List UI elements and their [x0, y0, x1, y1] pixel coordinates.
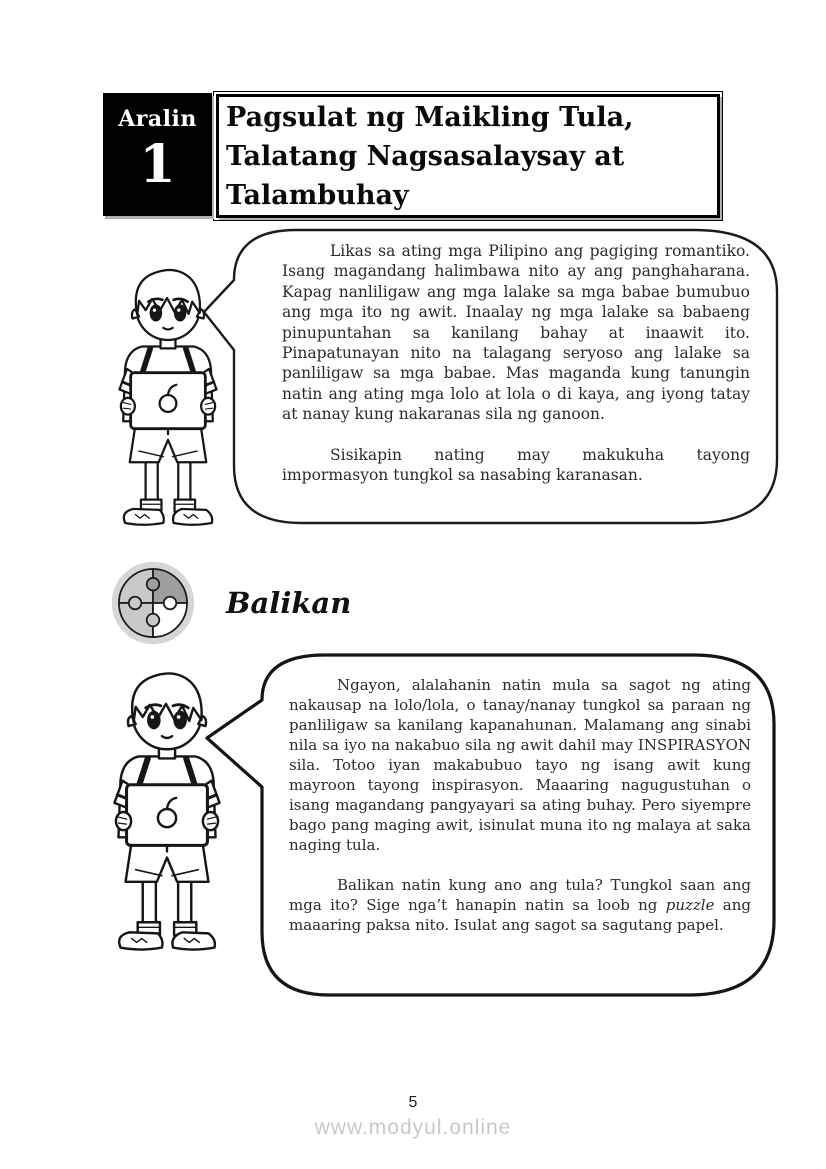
- bubble2-paragraph-2-text: Balikan natin kung ano ang tula? Tungkol saan ang mga ito? Sige nga’t hanapin natin sa loob ng: [289, 876, 751, 914]
- speech-bubble-1: [200, 228, 780, 526]
- lesson-number: 1: [139, 134, 176, 195]
- bubble2-puzzle-italic: puzzle: [665, 896, 715, 914]
- page-number: 5: [408, 1094, 418, 1111]
- watermark-url: www.modyul.online: [314, 1116, 512, 1139]
- lesson-title-line-3: Talambuhay: [226, 179, 409, 211]
- bubble2-paragraph-1: Ngayon, alalahanin natin mula sa sagot ng ating nakausap na lolo/lola, o tanay/nanay tungkol sa paraan ng panliligaw sa kanilang kapanahunan. Malamang ang sinabi nila sa iyo na nakabuo sila ng awit dahil may INSPIRASYON sila. Totoo iyan makabubuo tayo ng isang awit kung mayroon tayong inspirasyon. Maaaring nagugustuhan o isang magandang pangyayari sa ating buhay. Pero siyempre bago pang maging awit, isinulat muna ito ng malaya at saka naging tula.: [289, 676, 751, 854]
- speech-bubble-2-text: [289, 675, 751, 935]
- bubble2-paragraph-2-text-end: ang maaaring paksa nito. Isulat ang sagot sa sagutang papel.: [289, 896, 751, 934]
- bubble1-paragraph-1: Likas sa ating mga Pilipino ang pagiging romantiko. Isang magandang halimbawa nito ay ang panghaharana. Kapag nanliligaw ang mga lalake sa mga babae bumubuo ang mga ito ng awit. Inaalay ng mga lalake sa babaeng pinupuntahan sa kanilang bahay at inaawit ito. Pinapatunayan nito na talagang seryoso ang lalake sa panliligaw sa mga babae. Mas maganda kung tanungin natin ang ating mga lolo at lola o di kaya, ang iyong tatay at nanay kung nakaranas sila ng ganoon.: [282, 242, 750, 424]
- lesson-number-box: [103, 93, 212, 216]
- lesson-label: Aralin: [118, 106, 197, 132]
- lesson-title-line-2: Talatang Nagsasalaysay at: [226, 140, 625, 172]
- bubble1-paragraph-2: Sisikapin nating may makukuha tayong impormasyon tungkol sa nasabing karanasan.: [282, 445, 750, 485]
- speech-bubble-1-text: [282, 241, 750, 485]
- speech-bubble-2: [203, 652, 779, 998]
- lesson-title-line-1: Pagsulat ng Maikling Tula,: [226, 101, 634, 133]
- bubble2-paragraph-2: [289, 875, 751, 935]
- lesson-title-box: [216, 94, 720, 218]
- balikan-section-heading: Balikan: [226, 586, 352, 620]
- puzzle-icon: [110, 560, 196, 646]
